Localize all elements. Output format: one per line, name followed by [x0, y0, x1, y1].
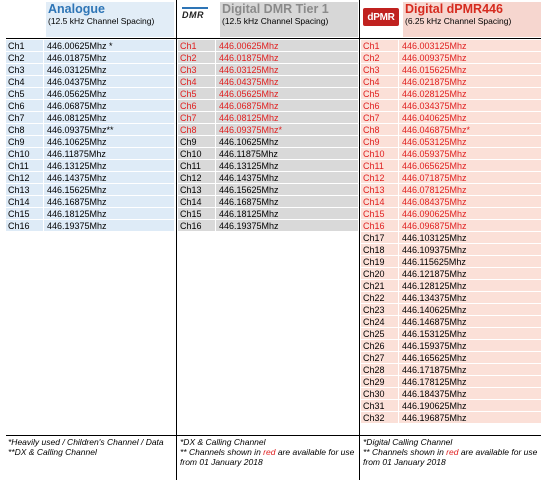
footnote-text: ** Channels shown in — [363, 447, 447, 457]
channel-number: Ch15 — [361, 208, 399, 219]
dpmr-row — [361, 160, 541, 172]
channel-number: Ch11 — [178, 160, 216, 171]
channel-frequency: 446.190625Mhz — [402, 401, 467, 411]
dmr-subtitle: (12.5 kHz Channel Spacing) — [222, 16, 329, 26]
analogue-row — [6, 208, 174, 220]
dmr-row — [178, 76, 358, 88]
channel-frequency: 446.165625Mhz — [402, 353, 467, 363]
channel-number: Ch9 — [178, 136, 216, 147]
dpmr-row — [361, 280, 541, 292]
footnote-line: *Digital Calling Channel — [363, 437, 453, 447]
channel-number: Ch24 — [361, 316, 399, 327]
channel-frequency: 446.134375Mhz — [402, 293, 467, 303]
channel-number: Ch14 — [178, 196, 216, 207]
channel-frequency: 446.053125Mhz — [402, 137, 467, 147]
channel-frequency: 446.18125Mhz — [47, 209, 107, 219]
channel-frequency: 446.15625Mhz — [219, 185, 279, 195]
channel-frequency: 446.14375Mhz — [47, 173, 107, 183]
dpmr-row — [361, 328, 541, 340]
channel-frequency: 446.10625Mhz — [219, 137, 279, 147]
channel-frequency: 446.00625Mhz * — [47, 41, 113, 51]
dpmr-row — [361, 184, 541, 196]
channel-number: Ch18 — [361, 244, 399, 255]
footnote-line: *Heavily used / Children's Channel / Data — [8, 437, 164, 447]
analogue-subtitle: (12.5 kHz Channel Spacing) — [48, 16, 155, 26]
dmr-logo-icon: DMR — [182, 10, 204, 20]
analogue-header-text — [46, 2, 174, 37]
channel-number: Ch14 — [6, 196, 44, 207]
dmr-row — [178, 88, 358, 100]
analogue-channel-list — [6, 40, 174, 232]
channel-number: Ch9 — [6, 136, 44, 147]
dpmr-row — [361, 316, 541, 328]
dpmr-row — [361, 88, 541, 100]
analogue-row — [6, 184, 174, 196]
channel-number: Ch6 — [361, 100, 399, 111]
channel-frequency: 446.071875Mhz — [402, 173, 467, 183]
dmr-title: Digital DMR Tier 1 — [222, 2, 329, 16]
dpmr-row — [361, 172, 541, 184]
channel-number: Ch28 — [361, 364, 399, 375]
dmr-row — [178, 40, 358, 52]
channel-frequency: 446.03125Mhz — [47, 65, 107, 75]
channel-number: Ch8 — [6, 124, 44, 135]
analogue-row — [6, 112, 174, 124]
channel-number: Ch9 — [361, 136, 399, 147]
footnote-line — [363, 447, 541, 467]
dmr-row — [178, 124, 358, 136]
dmr-row — [178, 220, 358, 232]
channel-number: Ch26 — [361, 340, 399, 351]
channel-number: Ch22 — [361, 292, 399, 303]
dmr-row — [178, 52, 358, 64]
channel-frequency: 446.08125Mhz — [219, 113, 279, 123]
analogue-title: Analogue — [48, 2, 105, 16]
footnote-red-word: red — [263, 447, 276, 457]
channel-frequency: 446.028125Mhz — [402, 89, 467, 99]
dpmr-channel-list — [361, 40, 541, 424]
channel-number: Ch2 — [6, 52, 44, 63]
channel-frequency: 446.065625Mhz — [402, 161, 467, 171]
channel-frequency: 446.19375Mhz — [219, 221, 279, 231]
channel-number: Ch11 — [6, 160, 44, 171]
channel-frequency: 446.140625Mhz — [402, 305, 467, 315]
channel-frequency: 446.13125Mhz — [219, 161, 279, 171]
channel-frequency: 446.078125Mhz — [402, 185, 467, 195]
dpmr-row — [361, 364, 541, 376]
channel-number: Ch4 — [178, 76, 216, 87]
dmr-header-text — [220, 2, 358, 37]
channel-number: Ch8 — [361, 124, 399, 135]
channel-frequency: 446.05625Mhz — [47, 89, 107, 99]
dmr-row — [178, 136, 358, 148]
dpmr-footnote — [363, 437, 541, 467]
channel-frequency: 446.121875Mhz — [402, 269, 467, 279]
dmr-row — [178, 196, 358, 208]
dpmr-logo-icon: dPMR — [363, 8, 399, 26]
channel-frequency: 446.09375Mhz** — [47, 125, 114, 135]
channel-number: Ch2 — [178, 52, 216, 63]
dpmr-row — [361, 412, 541, 424]
footnote-line: *DX & Calling Channel — [180, 437, 266, 447]
channel-frequency: 446.003125Mhz — [402, 41, 467, 51]
dpmr-logo — [361, 0, 402, 37]
channel-frequency: 446.06875Mhz — [47, 101, 107, 111]
footer-divider — [6, 435, 541, 436]
channel-frequency: 446.11875Mhz — [47, 149, 106, 159]
channel-number: Ch2 — [361, 52, 399, 63]
dpmr-row — [361, 124, 541, 136]
channel-frequency: 446.196875Mhz — [402, 413, 467, 423]
channel-number: Ch7 — [178, 112, 216, 123]
dmr-header — [178, 0, 358, 37]
channel-number: Ch1 — [6, 40, 44, 51]
analogue-header — [6, 0, 174, 37]
channel-number: Ch8 — [178, 124, 216, 135]
analogue-row — [6, 220, 174, 232]
dpmr-subtitle: (6.25 kHz Channel Spacing) — [405, 16, 512, 26]
channel-number: Ch5 — [361, 88, 399, 99]
dpmr-row — [361, 352, 541, 364]
channel-frequency: 446.034375Mhz — [402, 101, 467, 111]
channel-number: Ch14 — [361, 196, 399, 207]
channel-frequency: 446.04375Mhz — [47, 77, 107, 87]
channel-number: Ch10 — [6, 148, 44, 159]
channel-frequency: 446.11875Mhz — [219, 149, 278, 159]
analogue-row — [6, 196, 174, 208]
channel-frequency: 446.084375Mhz — [402, 197, 467, 207]
channel-number: Ch7 — [6, 112, 44, 123]
channel-frequency: 446.040625Mhz — [402, 113, 467, 123]
footnote-red-word: red — [446, 447, 459, 457]
channel-frequency: 446.115625Mhz — [402, 257, 466, 267]
dpmr-row — [361, 304, 541, 316]
dpmr-row — [361, 112, 541, 124]
channel-number: Ch3 — [178, 64, 216, 75]
channel-number: Ch12 — [6, 172, 44, 183]
channel-number: Ch15 — [6, 208, 44, 219]
dpmr-row — [361, 376, 541, 388]
channel-frequency: 446.00625Mhz — [219, 41, 279, 51]
channel-frequency: 446.146875Mhz — [402, 317, 467, 327]
dmr-row — [178, 112, 358, 124]
channel-number: Ch12 — [361, 172, 399, 183]
channel-frequency: 446.14375Mhz — [219, 173, 279, 183]
dpmr-row — [361, 256, 541, 268]
channel-number: Ch21 — [361, 280, 399, 291]
footnote-text: ** Channels shown in — [180, 447, 264, 457]
dpmr-row — [361, 40, 541, 52]
channel-frequency: 446.015625Mhz — [402, 65, 467, 75]
channel-frequency: 446.19375Mhz — [47, 221, 107, 231]
channel-frequency: 446.128125Mhz — [402, 281, 467, 291]
dmr-logo — [178, 0, 219, 37]
dmr-row — [178, 148, 358, 160]
dpmr-row — [361, 292, 541, 304]
footnote-text: are available for use from 01 January 2018 — [180, 447, 355, 467]
channel-number: Ch7 — [361, 112, 399, 123]
dmr-row — [178, 184, 358, 196]
dpmr-row — [361, 100, 541, 112]
channel-number: Ch11 — [361, 160, 399, 171]
channel-number: Ch27 — [361, 352, 399, 363]
channel-frequency: 446.046875Mhz* — [402, 125, 471, 135]
channel-number: Ch10 — [178, 148, 216, 159]
channel-frequency: 446.01875Mhz — [47, 53, 107, 63]
dpmr-row — [361, 148, 541, 160]
channel-number: Ch6 — [6, 100, 44, 111]
channel-frequency: 446.178125Mhz — [402, 377, 467, 387]
channel-number: Ch4 — [6, 76, 44, 87]
channel-number: Ch6 — [178, 100, 216, 111]
channel-number: Ch32 — [361, 412, 399, 423]
channel-number: Ch5 — [178, 88, 216, 99]
channel-frequency: 446.10625Mhz — [47, 137, 107, 147]
dmr-row — [178, 208, 358, 220]
analogue-row — [6, 160, 174, 172]
channel-number: Ch10 — [361, 148, 399, 159]
channel-number: Ch25 — [361, 328, 399, 339]
channel-frequency: 446.153125Mhz — [402, 329, 467, 339]
dpmr-header-text — [403, 2, 541, 37]
channel-frequency: 446.009375Mhz — [402, 53, 467, 63]
footnote-text: are available for use from 01 January 2018 — [363, 447, 538, 467]
dpmr-row — [361, 208, 541, 220]
dpmr-row — [361, 52, 541, 64]
dpmr-row — [361, 232, 541, 244]
channel-frequency: 446.15625Mhz — [47, 185, 107, 195]
dpmr-row — [361, 76, 541, 88]
channel-frequency: 446.021875Mhz — [402, 77, 467, 87]
channel-frequency: 446.06875Mhz — [219, 101, 279, 111]
dmr-row — [178, 64, 358, 76]
dpmr-row — [361, 340, 541, 352]
channel-frequency: 446.13125Mhz — [47, 161, 107, 171]
dmr-row — [178, 172, 358, 184]
analogue-row — [6, 172, 174, 184]
channel-number: Ch15 — [178, 208, 216, 219]
channel-frequency: 446.16875Mhz — [47, 197, 107, 207]
analogue-row — [6, 88, 174, 100]
dmr-channel-list — [178, 40, 358, 232]
channel-frequency: 446.16875Mhz — [219, 197, 279, 207]
dmr-footnote — [180, 437, 358, 467]
channel-frequency: 446.03125Mhz — [219, 65, 279, 75]
analogue-footnote — [8, 437, 173, 457]
analogue-row — [6, 40, 174, 52]
dmr-row — [178, 100, 358, 112]
channel-number: Ch4 — [361, 76, 399, 87]
channel-number: Ch5 — [6, 88, 44, 99]
channel-frequency: 446.04375Mhz — [219, 77, 279, 87]
dpmr-row — [361, 64, 541, 76]
dpmr-row — [361, 244, 541, 256]
channel-number: Ch3 — [361, 64, 399, 75]
channel-number: Ch3 — [6, 64, 44, 75]
channel-number: Ch16 — [178, 220, 216, 231]
analogue-row — [6, 76, 174, 88]
dpmr-row — [361, 268, 541, 280]
channel-number: Ch1 — [178, 40, 216, 51]
analogue-row — [6, 100, 174, 112]
analogue-row — [6, 52, 174, 64]
footnote-line: **DX & Calling Channel — [8, 447, 97, 457]
channel-number: Ch1 — [361, 40, 399, 51]
dpmr-header — [361, 0, 541, 37]
channel-number: Ch17 — [361, 232, 399, 243]
channel-frequency: 446.103125Mhz — [402, 233, 467, 243]
channel-frequency: 446.18125Mhz — [219, 209, 279, 219]
dpmr-title: Digital dPMR446 — [405, 2, 503, 16]
channel-number: Ch16 — [6, 220, 44, 231]
channel-number: Ch20 — [361, 268, 399, 279]
channel-number: Ch12 — [178, 172, 216, 183]
channel-frequency: 446.09375Mhz* — [219, 125, 283, 135]
channel-number: Ch16 — [361, 220, 399, 231]
channel-number: Ch13 — [361, 184, 399, 195]
channel-number: Ch13 — [6, 184, 44, 195]
channel-frequency: 446.08125Mhz — [47, 113, 107, 123]
channel-frequency: 446.059375Mhz — [402, 149, 467, 159]
dpmr-row — [361, 400, 541, 412]
channel-frequency: 446.109375Mhz — [402, 245, 467, 255]
channel-number: Ch13 — [178, 184, 216, 195]
column-divider — [176, 0, 177, 480]
dpmr-row — [361, 196, 541, 208]
dpmr-row — [361, 136, 541, 148]
column-divider — [359, 0, 360, 480]
channel-frequency: 446.090625Mhz — [402, 209, 467, 219]
header-divider — [6, 38, 541, 39]
channel-frequency: 446.05625Mhz — [219, 89, 279, 99]
channel-frequency: 446.171875Mhz — [402, 365, 467, 375]
analogue-row — [6, 124, 174, 136]
dmr-row — [178, 160, 358, 172]
channel-frequency: 446.159375Mhz — [402, 341, 467, 351]
channel-frequency: 446.096875Mhz — [402, 221, 467, 231]
channel-number: Ch31 — [361, 400, 399, 411]
dpmr-row — [361, 388, 541, 400]
channel-number: Ch30 — [361, 388, 399, 399]
channel-frequency: 446.184375Mhz — [402, 389, 467, 399]
footnote-line — [180, 447, 358, 467]
channel-number: Ch23 — [361, 304, 399, 315]
analogue-row — [6, 148, 174, 160]
channel-number: Ch29 — [361, 376, 399, 387]
analogue-row — [6, 136, 174, 148]
dpmr-row — [361, 220, 541, 232]
channel-number: Ch19 — [361, 256, 399, 267]
analogue-row — [6, 64, 174, 76]
channel-frequency: 446.01875Mhz — [219, 53, 279, 63]
